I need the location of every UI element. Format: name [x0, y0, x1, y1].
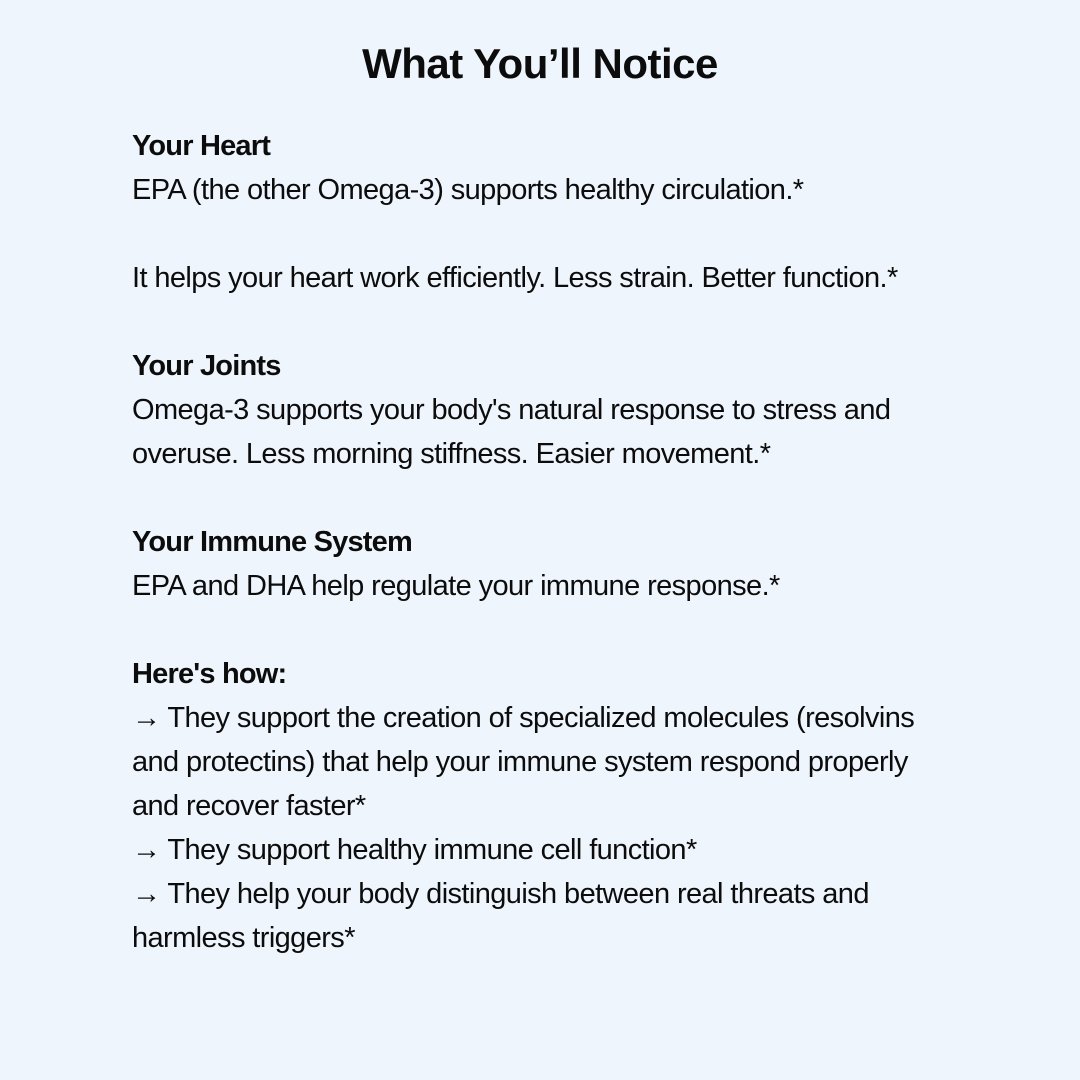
section-paragraph: EPA and DHA help regulate your immune response.* [132, 570, 780, 602]
section-paragraph: It helps your heart work efficiently. Less strain. Better function.* [132, 262, 898, 294]
page-title: What You’ll Notice [362, 40, 718, 87]
section-heading: Here's how: [132, 658, 287, 690]
section-paragraph: Omega-3 supports your body's natural response to stress and overuse. Less morning stiffness. Easier movement.* [132, 394, 891, 470]
spacer [132, 476, 992, 520]
spacer [132, 300, 992, 344]
list-item: → They help your body distinguish between real threats and harmless triggers* [132, 878, 869, 954]
section-heading: Your Immune System [132, 526, 412, 558]
spacer [132, 608, 992, 652]
list-item: → They support the creation of specialized molecules (resolvins and protectins) that help your immune system respond properly and recover faster* [132, 702, 915, 822]
section-immune-system [132, 520, 992, 608]
list-item: → They support healthy immune cell function* [132, 834, 697, 866]
section-heading: Your Joints [132, 350, 281, 382]
section-heart [132, 124, 992, 300]
section-how-it-works [132, 652, 992, 960]
section-paragraph: EPA (the other Omega-3) supports healthy circulation.* [132, 174, 804, 206]
section-joints [132, 344, 992, 476]
benefit-list [132, 696, 932, 960]
content-body [132, 124, 992, 960]
section-heading: Your Heart [132, 130, 271, 162]
spacer [132, 212, 992, 256]
